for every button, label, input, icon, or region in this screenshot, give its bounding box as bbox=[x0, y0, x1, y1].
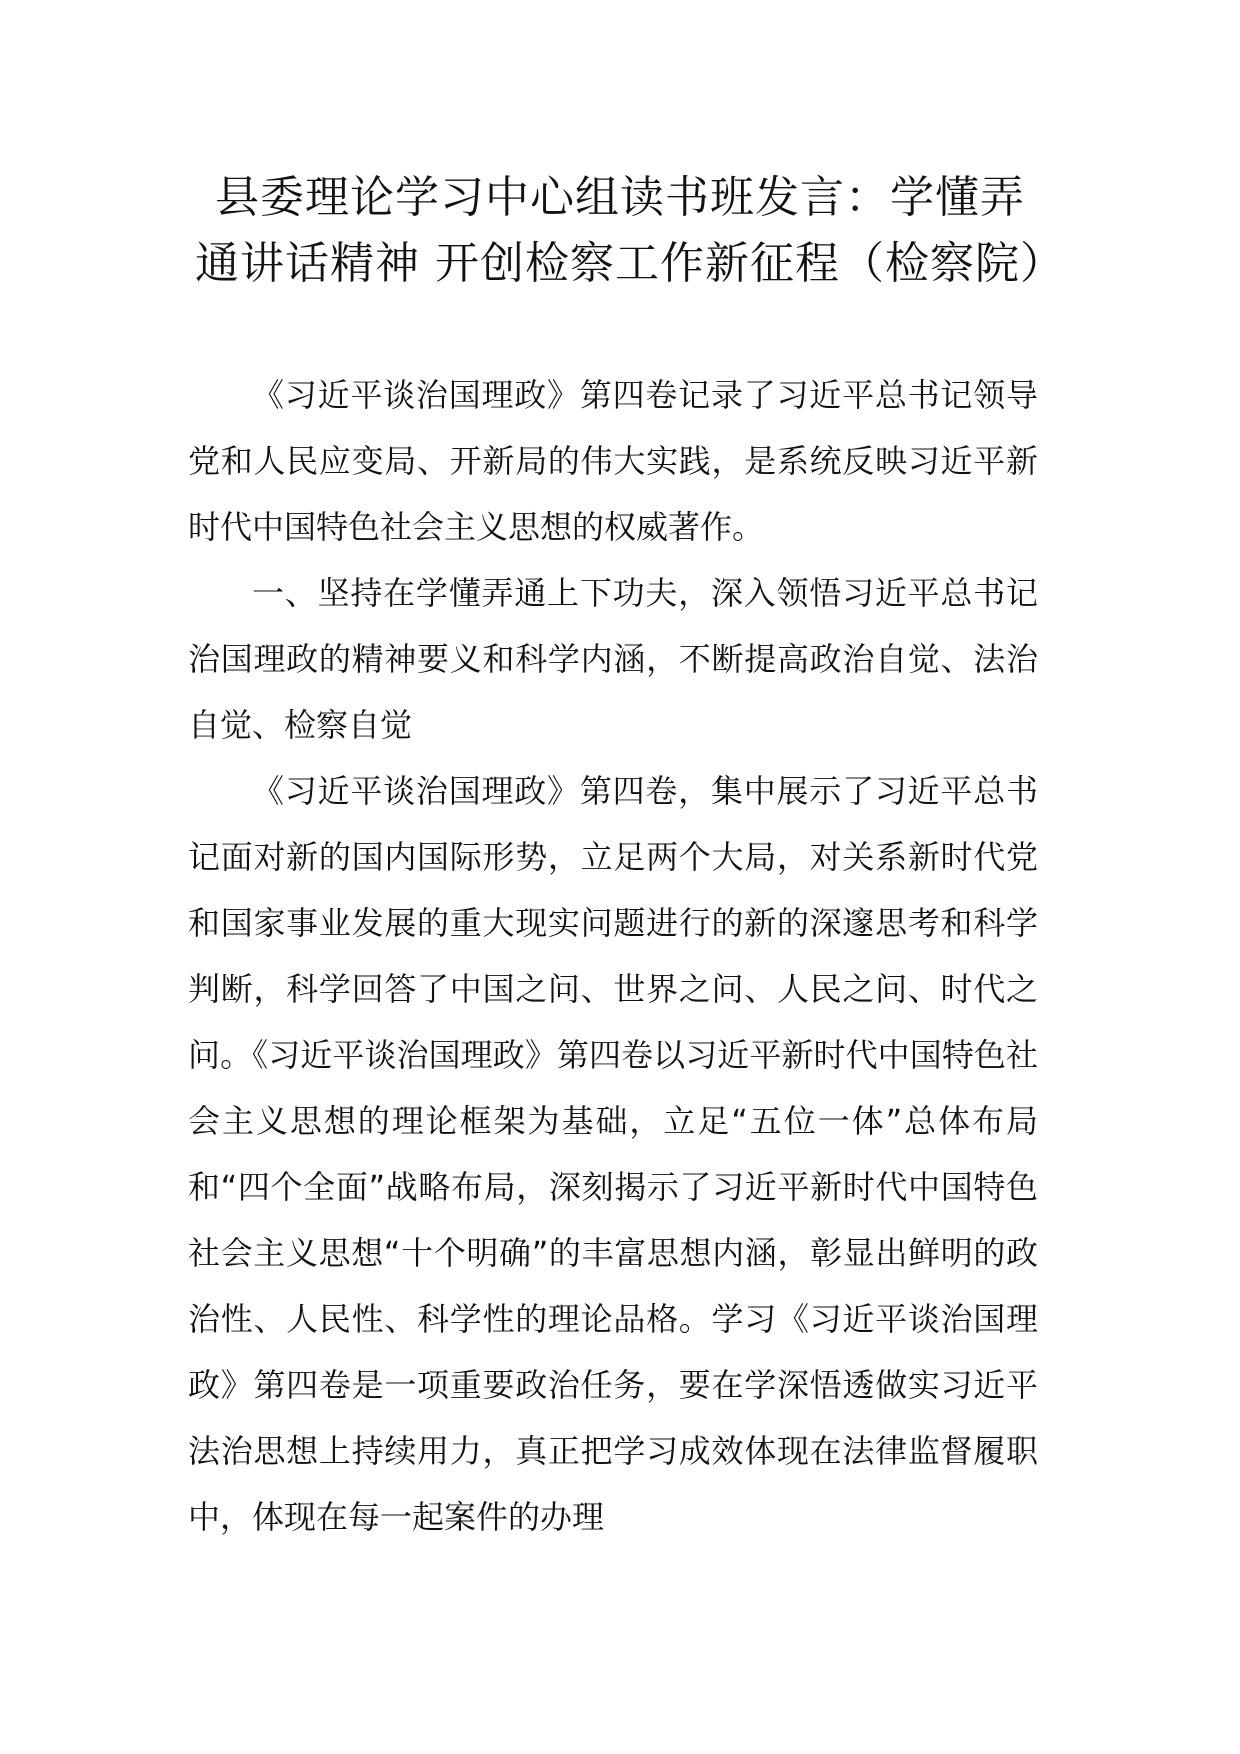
document-title: 县委理论学习中心组读书班发言：学懂弄通讲话精神 开创检察工作新征程（检察院） bbox=[195, 172, 1065, 289]
paragraph-intro: 《习近平谈治国理政》第四卷记录了习近平总书记领导党和人民应变局、开新局的伟大实践，是系统反映习近平新时代中国特色社会主义思想的权威著作。 bbox=[188, 376, 1038, 546]
section-heading-1: 一、坚持在学懂弄通上下功夫，深入领悟习近平总书记治国理政的精神要义和科学内涵，不断提高政治自觉、法治自觉、检察自觉 bbox=[188, 574, 1038, 744]
paragraph-body: 《习近平谈治国理政》第四卷，集中展示了习近平总书记面对新的国内国际形势，立足两个大局，对关系新时代党和国家事业发展的重大现实问题进行的新的深邃思考和科学判断，科学回答了中国之问、世界之问、人民之问、时代之问。《习近平谈治国理政》第四卷以习近平新时代中国特色社会主义思想的理论框架为基础，立足“五位一体”总体布局和“四个全面”战略布局，深刻揭示了习近平新时代中国特色社会主义思想“十个明确”的丰富思想内涵，彰显出鲜明的政治性、人民性、科学性的理论品格。学习《习近平谈治国理政》第四卷是一项重要政治任务，要在学深悟透做实习近平法治思想上持续用力，真正把学习成效体现在法律监督履职中，体现在每一起案件的办理 bbox=[188, 772, 1038, 1536]
document-body bbox=[188, 362, 1038, 1550]
